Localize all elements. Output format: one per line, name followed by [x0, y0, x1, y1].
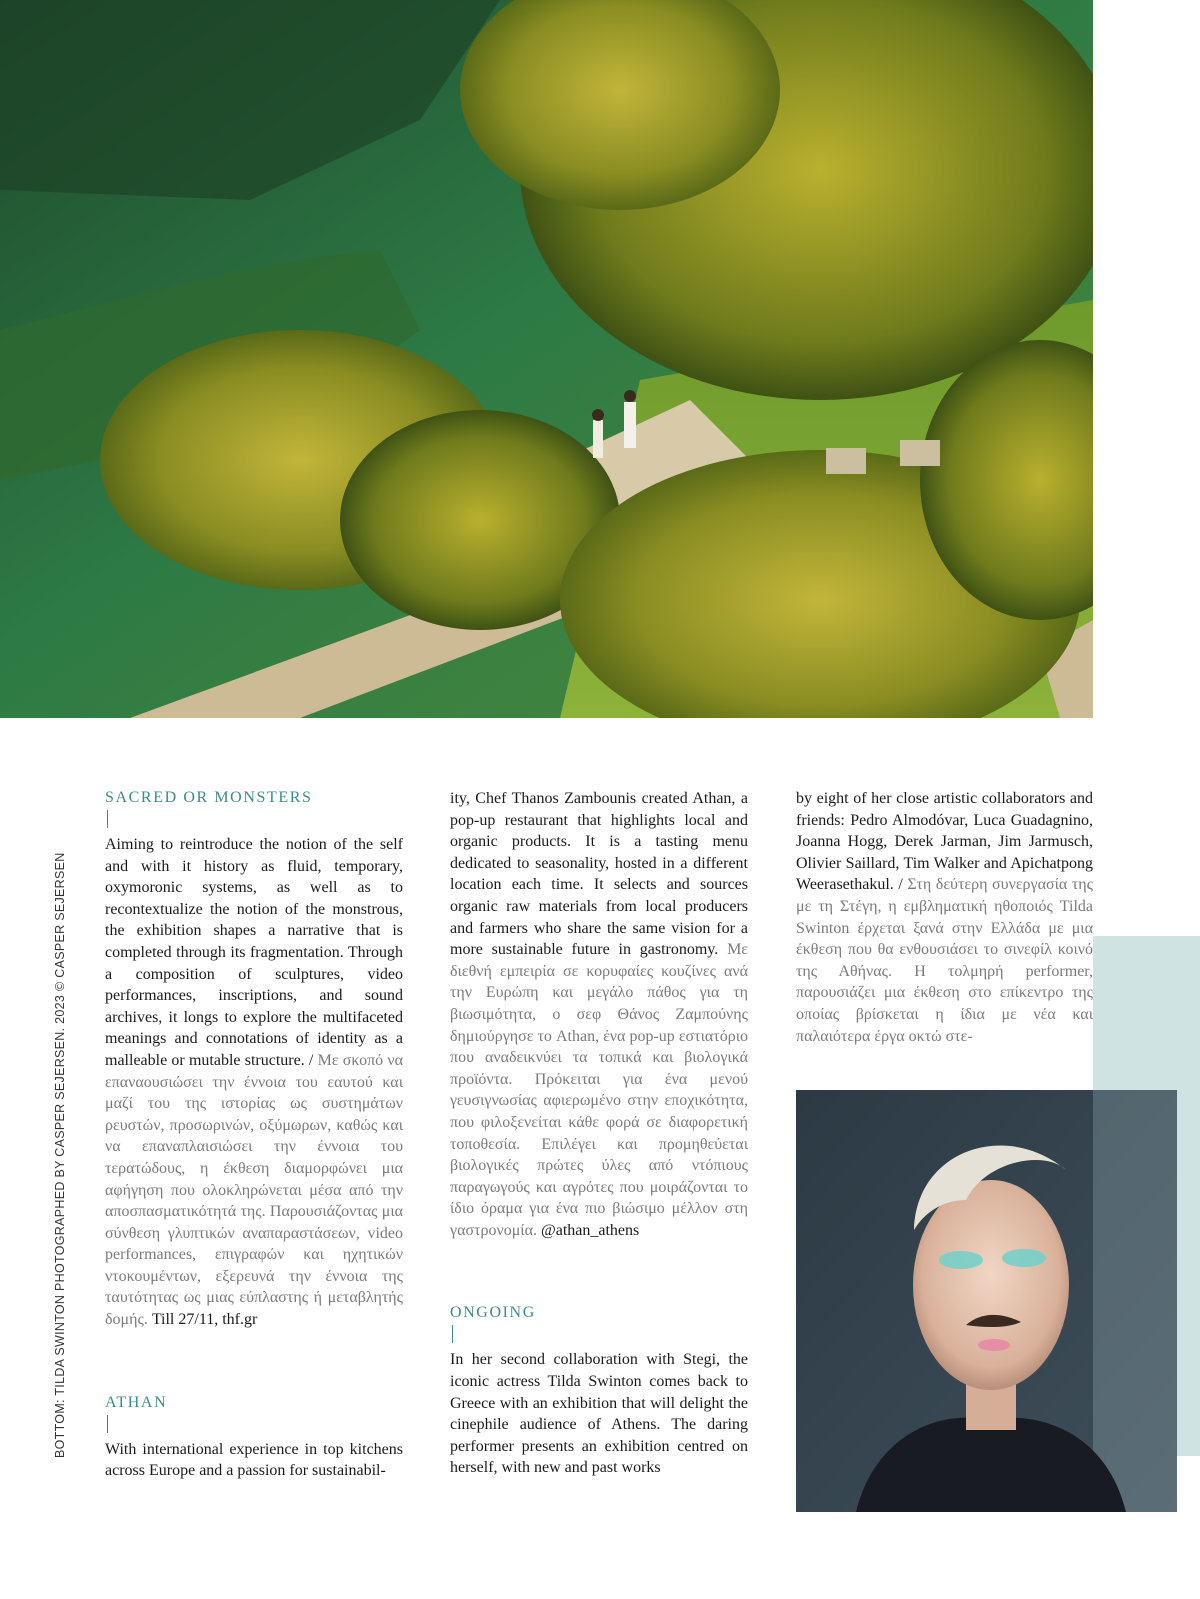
portrait-photo — [796, 1090, 1177, 1512]
paragraph-athan-start — [105, 1439, 403, 1482]
english-text: In her second collaboration with Stegi, the iconic actress Tilda Swinton comes back to Greece with an exhibition that will delight the cinephile audience of Athens. The daring performer presents an exhibition centred on herself, with new and past works — [450, 1351, 748, 1477]
paragraph-ongoing-start — [450, 1349, 748, 1479]
column-3 — [796, 788, 1093, 1047]
section-heading-ongoing: ONGOING — [450, 1304, 536, 1322]
paragraph-sacred-or-monsters — [105, 834, 403, 1331]
english-text: ity, Chef Thanos Zambounis created Athan, a pop-up restaurant that highlights local and organic products. It is a tasting menu dedicated to seasonality, hosted in a different location each time. It selects and sources organic raw materials from local producers and farmers who share the same vision for a more sustainable future in gastronomy. — [450, 790, 748, 959]
greek-text: Στη δεύτερη συνεργασία της με τη Στέγη, η εμβληματική ηθοποιός Tilda Swinton έρχεται ξανά στην Ελλάδα με μια έκθεση που θα ενθουσιάσει το σινεφίλ κοινό της Αθήνας. Η τολμηρή performer, παρουσιάζει μια έκθεση στο επίκεντρο της οποίας βρίσκεται η ίδια με νέα και παλαιότερα έργα οκτώ στε- — [796, 876, 1093, 1045]
portrait-photo-icon — [796, 1090, 1177, 1512]
english-text: by eight of her close artistic collaborators and friends: Pedro Almodóvar, Luca Guadagnino, Joanna Hogg, Derek Jarman, Jim Jarmusch, Olivier Saillard, Tim Walker and Apichatpong Weerasethakul. — [796, 790, 1093, 894]
paragraph-athan-continued — [450, 788, 748, 1241]
event-info: Till 27/11, thf.gr — [147, 1311, 258, 1329]
column-1 — [105, 788, 403, 1482]
photo-credit: BOTTOM: TILDA SWINTON PHOTOGRAPHED BY CASPER SEJERSEN. 2023 © CASPER SEJERSEN — [53, 852, 67, 1458]
heading-divider — [107, 1415, 108, 1433]
english-text: With international experience in top kitchens across Europe and a passion for sustainabil- — [105, 1440, 403, 1480]
instagram-handle: @athan_athens — [537, 1221, 640, 1239]
greek-text: Με σκοπό να επαναουσιώσει την έννοια του εαυτού και μαζί του της ιστορίας ως συστημάτων ρευστών, προσωρινών, οξύμωρων, καθώς και να επαναπλαισιώσει την έννοια του τερατώδους, η έκθεση διαμορφώνει μια αφήγηση που ολοκληρώνεται μέσα από την αποσπασματικότητά της. Παρουσιάζοντας μια σύνθεση γλυπτικών αναπαραστάσεων, video performances, επιγραφών και ηχητικών ντοκουμέντων, εξερευνά την έννοια της ταυτότητας ως μιας εύπλαστης ή μεταβλητής δομής. — [105, 1051, 403, 1329]
separator: / — [304, 1051, 318, 1069]
column-2 — [450, 788, 748, 1479]
hero-photo — [0, 0, 1093, 718]
heading-divider — [107, 810, 108, 828]
paragraph-ongoing-continued — [796, 788, 1093, 1047]
aerial-photo-icon — [0, 0, 1093, 718]
section-heading-sacred-or-monsters: SACRED OR MONSTERS — [105, 789, 313, 806]
heading-divider — [452, 1325, 453, 1343]
section-heading-athan: ATHAN — [105, 1393, 168, 1411]
greek-text: Με διεθνή εμπειρία σε κορυφαίες κουζίνες ανά την Ευρώπη και μεγάλο πάθος για τη βιωσιμότητα, ο σεφ Θάνος Ζαμπούνης δημιούργησε το Athan, ένα pop-up εστιατόριο που αναδεικνύει τα τοπικά και βιολογικά προϊόντα. Πρόκειται για ένα μενού γευσιγνωσίας αφιερωμένο στην εποχικότητα, που φιλοξενείται κάθε φορά σε διαφορετική τοποθεσία. Επιλέγει και προμηθεύεται βιολογικές πρώτες ύλες από ντόπιους παραγωγούς και αγρότες που μοιράζονται το ίδιο όραμα για ένα πιο βιώσιμο μέλλον στη γαστρονομία. — [450, 941, 749, 1239]
english-text: Aiming to reintroduce the notion of the self and with it history as fluid, temporary, oxymoronic systems, as well as to recontextualize the notion of the monstrous, the exhibition shapes a narrative that is completed through its fragmentation. Through a composition of sculptures, video performances, inscriptions, and sound archives, it longs to explore the multifaceted meanings and connotations of identity as a malleable or mutable structure. — [105, 836, 403, 1069]
separator: / — [893, 876, 908, 894]
